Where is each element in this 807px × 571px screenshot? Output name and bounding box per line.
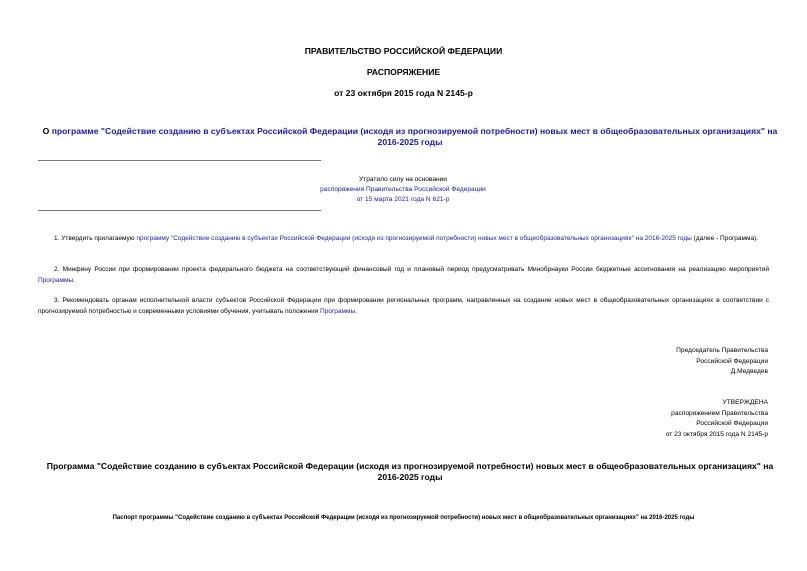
paragraph-1 (38, 234, 769, 245)
repeal-order-link[interactable]: распоряжения Правительства Российской Федерации (320, 186, 486, 193)
paragraph-3-program-link[interactable]: Программы (320, 307, 356, 315)
government-header: ПРАВИТЕЛЬСТВО РОССИЙСКОЙ ФЕДЕРАЦИИ (304, 46, 503, 56)
paragraph-2 (38, 265, 769, 286)
document-date-number: от 23 октября 2015 года N 2145-р (334, 88, 473, 98)
passport-title: Паспорт программы "Содействие созданию в субъектах Российской Федерации (исходя из прогнозируемой потребности) новых мест в общеобразовательных организациях" на 2016-2025 годы (112, 515, 695, 521)
divider-bottom (38, 210, 321, 211)
divider-top (38, 160, 321, 161)
document-title (40, 126, 780, 148)
title-prefix: О (42, 126, 52, 136)
signature-country: Российской Федерации (696, 358, 768, 365)
program-title: Программа "Содействие созданию в субъектах Российской Федерации (исходя из прогнозируемой потребности) новых мест в общеобразовательных организациях" на 2016-2025 годы (46, 461, 774, 482)
paragraph-1-tail: (далее - Программа). (691, 235, 759, 242)
document-type: РАСПОРЯЖЕНИЕ (366, 67, 441, 77)
paragraph-2-text: 2. Минфину России при формировании проекта федерального бюджета на соответствующий финансовый год и плановый период предусматривать Минобрнауки России бюджетные ассигнования на реализацию мероприятий (54, 266, 769, 273)
approved-country: Российской Федерации (696, 420, 768, 427)
paragraph-1-text: 1. Утвердить прилагаемую (54, 235, 137, 242)
repeal-order-date-link[interactable]: от 15 марта 2021 года N 621-р (356, 196, 450, 203)
title-program-link[interactable]: программе "Содействие созданию в субъектах Российской Федерации (исходя из прогнозируемой потребности) новых мест в общеобразовательных организациях" на 2016-2025 годы (51, 126, 778, 147)
paragraph-3 (38, 296, 769, 317)
approved-date: от 23 октября 2015 года N 2145-р (665, 431, 768, 438)
signature-title: Председатель Правительства (676, 347, 768, 354)
signature-name: Д.Медведев (730, 368, 768, 375)
paragraph-2-tail: . (73, 276, 75, 284)
approved-label: УТВЕРЖДЕНА (722, 399, 768, 406)
repeal-note-line: Утратило силу на основании (359, 176, 447, 183)
paragraph-3-tail: . (355, 307, 357, 315)
paragraph-1-program-link[interactable]: программу "Содействие созданию в субъектах Российской Федерации (исходя из прогнозируемой потребности) новых мест в общеобразовательных организациях" на 2016-2025 годы (136, 235, 692, 242)
approved-by: распоряжением Правительства (671, 410, 768, 417)
paragraph-3-text: 3. Рекомендовать органам исполнительной власти субъектов Российской Федерации при формировании региональных программ, направленных на создание новых мест в общеобразовательных организациях в соответствии с прогнозируемой потребностью и современными условиями обучения, учитывать положения (38, 297, 769, 315)
paragraph-2-program-link[interactable]: Программы (38, 276, 74, 284)
